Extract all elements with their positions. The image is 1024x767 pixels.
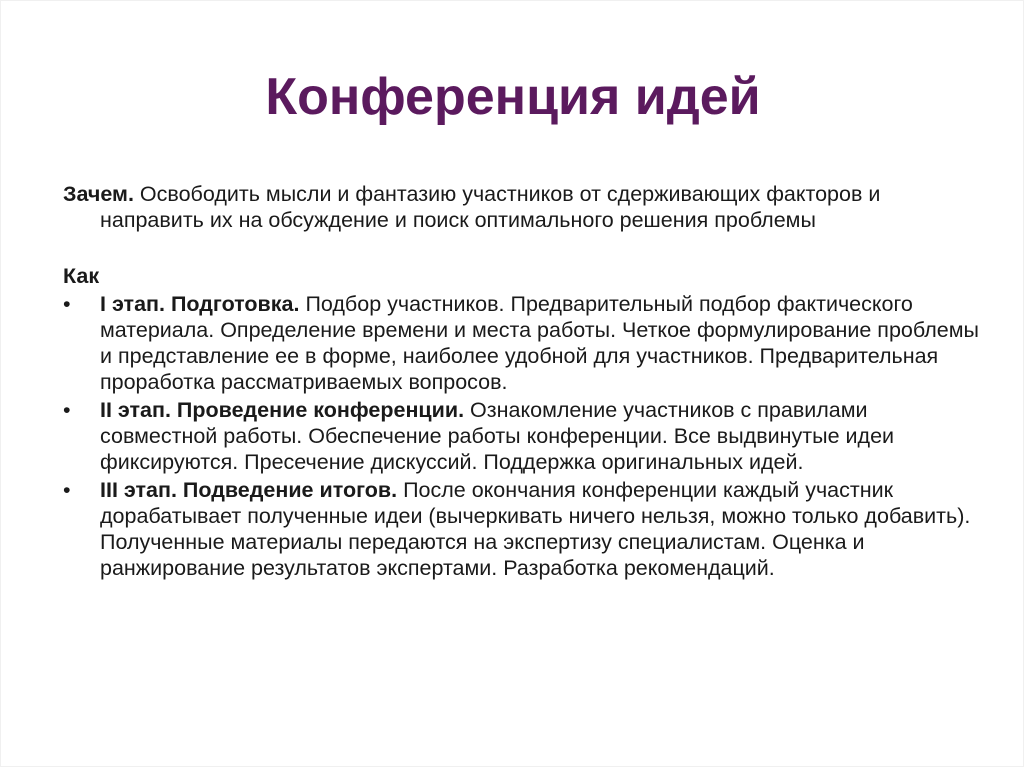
slide-body <box>63 181 983 581</box>
bullet-icon: • <box>63 398 71 422</box>
how-heading: Как <box>63 264 100 288</box>
stage-text: Ознакомление участников с правилами совместной работы. Обеспечение работы конференции. Все выдвинутые идеи фиксируются. Пресечение дискуссий. Поддержка оригинальных идей. <box>100 398 895 474</box>
stage-text: После окончания конференции каждый участник дорабатывает полученные идеи (вычеркивать ничего нельзя, можно только добавить). Полученные материалы передаются на экспертизу специалистам. Оценка и ранжирование результатов экспертами. Разработка рекомендаций. <box>100 478 971 580</box>
stage-title: I этап. Подготовка. <box>100 292 300 316</box>
why-paragraph <box>63 181 983 233</box>
stage-text: Подбор участников. Предварительный подбор фактического материала. Определение времени и места работы. Четкое формулирование проблемы и представление ее в форме, наиболее удобной для участников. Предварительная проработка рассматриваемых вопросов. <box>100 292 979 394</box>
stage-item-3 <box>63 477 983 581</box>
stage-item-2 <box>63 397 983 475</box>
slide-title: Конференция идей <box>265 68 761 126</box>
stages-list <box>63 291 983 581</box>
why-text: Освободить мысли и фантазию участников от сдерживающих факторов и направить их на обсуждение и поиск оптимального решения проблемы <box>100 182 881 232</box>
why-label: Зачем. <box>63 182 134 206</box>
bullet-icon: • <box>63 478 71 502</box>
stage-title: II этап. Проведение конференции. <box>100 398 465 422</box>
stage-title: III этап. Подведение итогов. <box>100 478 398 502</box>
bullet-icon: • <box>63 292 71 316</box>
stage-item-1 <box>63 291 983 395</box>
